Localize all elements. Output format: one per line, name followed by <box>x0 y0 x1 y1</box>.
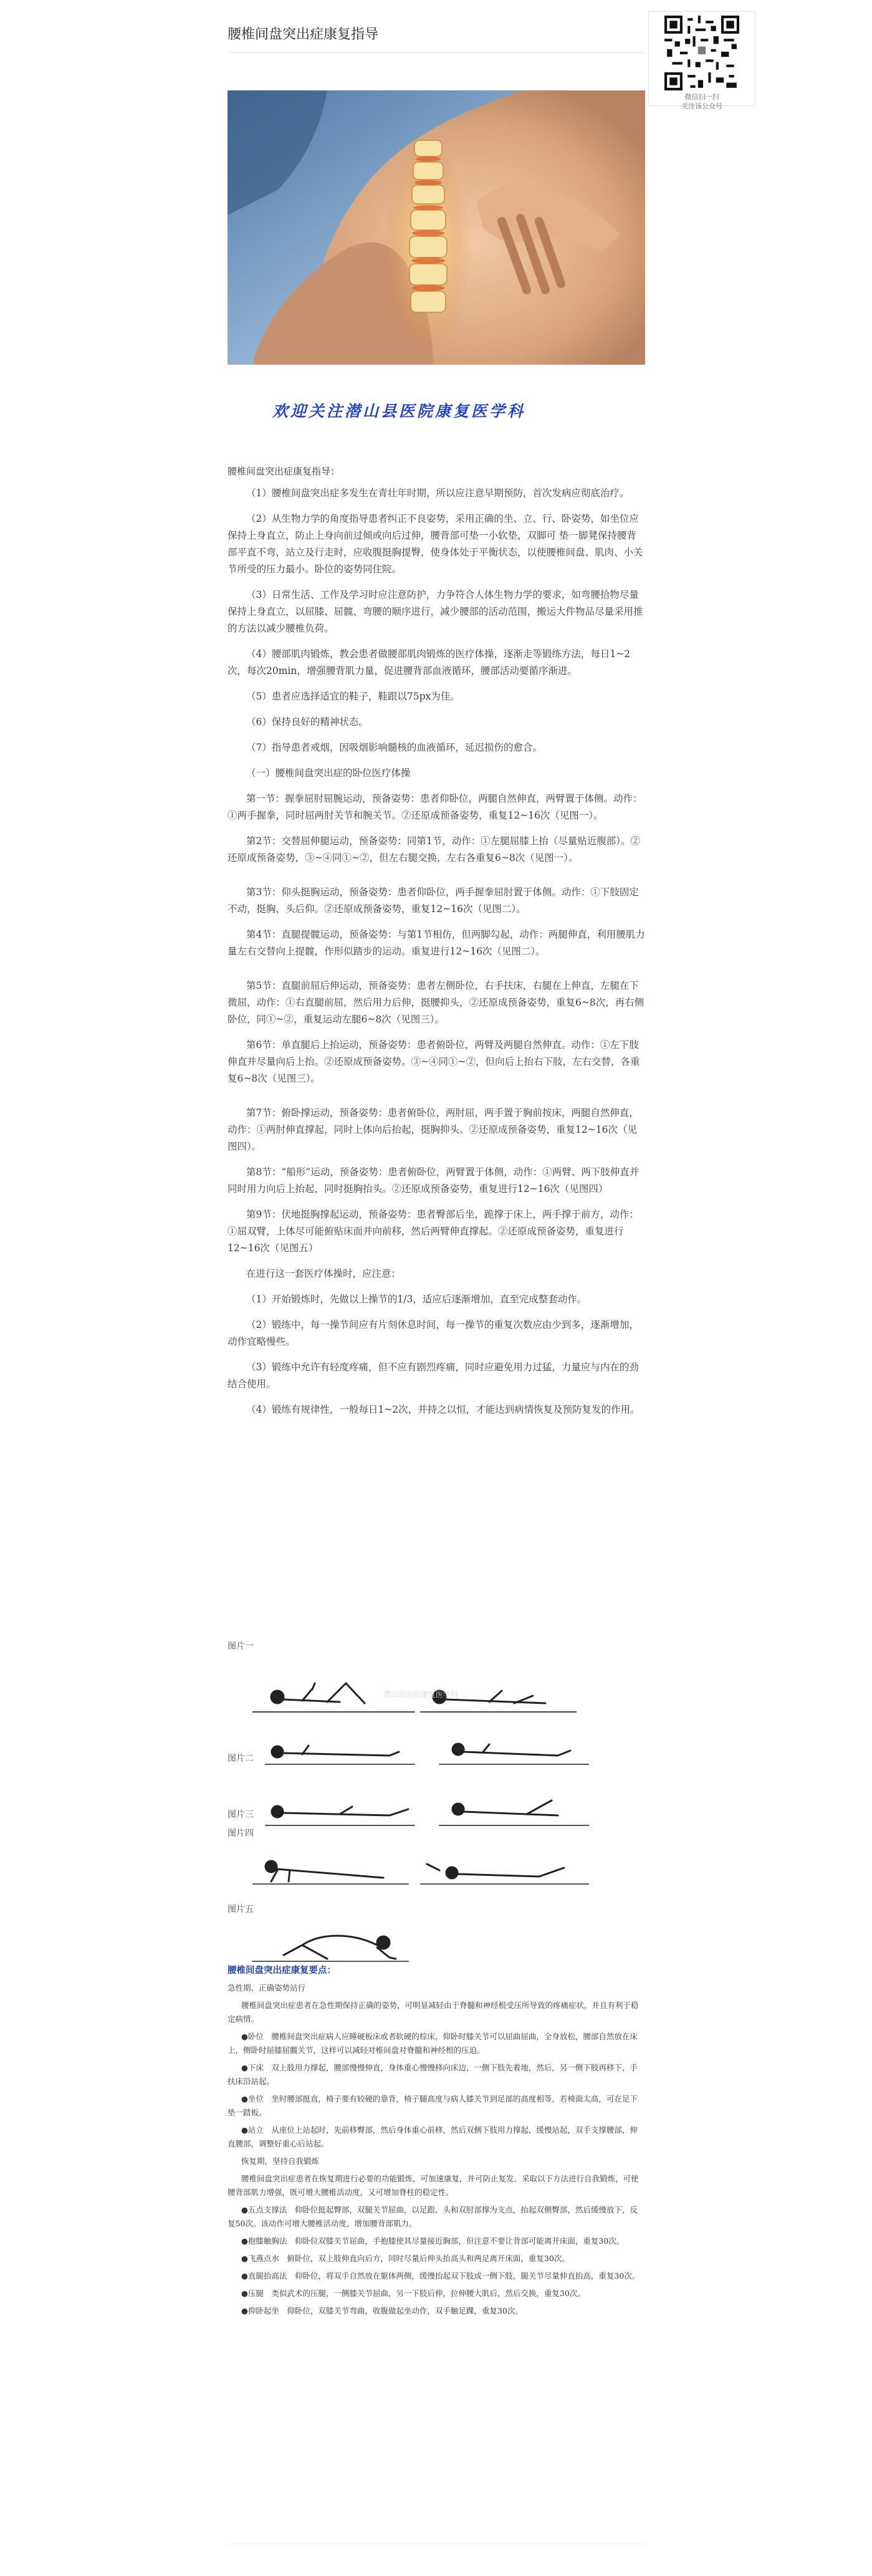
section-heading: 腰椎间盘突出症康复指导： <box>228 466 340 477</box>
figure-four-image <box>252 1845 589 1895</box>
paragraph: 第5节：直腿前屈后伸运动，预备姿势：患者左侧卧位，右手扶床，右腿在上伸直，左腿在下微屈，动作：①右直腿前屈，然后用力后伸，挺腰抑头，②还原成预备姿势，重复6~8次，再右侧卧位，同①~②，重复运动左腿6~8次（见图三）。 <box>228 980 644 1025</box>
paragraph: 第8节：“船形”运动，预备姿势：患者俯卧位，两臂置于体侧，动作：①两臂、两下肢伸直并同时用力向后上抬起，同时挺胸抬头。②还原成预备姿势，重复进行12~16次（见图四） <box>228 1166 640 1194</box>
key-point-line: ●抑卧起坐 仰卧位，双膝关节弯曲，收腹做起坐动作，双手触足踝，重复30次。 <box>241 2306 523 2315</box>
paragraph: （4）锻练有规律性，一般每日1~2次，并持之以恒，才能达到病情恢复及预防复发的作用。 <box>246 1404 640 1415</box>
page-title: 腰椎间盘突出症康复指导 <box>228 27 379 42</box>
paragraph: （2）锻练中，每一操节间应有片刻休息时间，每一操节的重复次数应由少到多，逐渐增加，动作宜略慢些。 <box>228 1319 639 1347</box>
figure-one-image <box>252 1658 577 1721</box>
figure-label: 图片五 <box>228 1905 254 1915</box>
paragraph: （一）腰椎间盘突出症的卧位医疗体操 <box>246 767 411 779</box>
paragraph: （4）腰部肌肉锻炼，教会患者做腰部肌肉锻炼的医疗体操，逐渐走等锻练方法，每日1~2次，每次20min，增强腰背肌力量，促进腰背部血液循环，腰部活动要循序渐进。 <box>228 648 631 676</box>
figure-five-image <box>228 1920 414 1970</box>
figure-label: 图片三 <box>228 1810 254 1820</box>
key-point-line: 恢复期，坚持自我锻炼 <box>241 2156 320 2166</box>
key-point-line: 腰椎间盘突出症患者在急性期保持正确的姿势，可明显减轻由于脊髓和神经根受压所导致的疼痛症状，并且有利于稳定病情。 <box>228 2001 639 2024</box>
welcome-banner: 欢迎关注潜山县医院康复医学科 <box>272 402 526 420</box>
figure-three-image <box>265 1784 589 1840</box>
key-point-line: ●五点支撑法 仰卧位挺起臀部，双腿关节屈曲，以足跟、头和双肘部撑为支点，抬起双侧臀部，然后缓慢放下，反复50次。该动作可增大腰椎活动度，增加腰背部肌力。 <box>228 2205 638 2228</box>
paragraph: （5）患者应选择适宜的鞋子，鞋跟以75px为佳。 <box>246 691 460 702</box>
key-point-line: ●压腿 类似武术的压腿，一侧膝关节屈曲，另一下肢后伸，拉伸腰大肌后，然后交换，重复30次。 <box>241 2289 585 2298</box>
qr-caption-line1: 微信扫一扫 <box>684 93 719 101</box>
paragraph: （1）开始锻炼时，先做以上操节的1/3，适应后逐渐增加，直至完成整套动作。 <box>246 1294 587 1305</box>
paragraph: （3）锻练中允许有轻度疼痛，但不应有剧烈疼痛，同时应避免用力过猛，力量应与内在的劲结合使用。 <box>228 1362 639 1390</box>
figure-label: 图片二 <box>228 1754 254 1764</box>
key-points-heading: 腰椎间盘突出症康复要点： <box>228 1965 336 1976</box>
paragraph: （1）腰椎间盘突出症多发生在青壮年时期，所以应注意早期预防，首次发病应彻底治疗。 <box>246 488 630 499</box>
paragraph: （7）指导患者戒烟，因吸烟影响髓核的血液循环，延迟损伤的愈合。 <box>246 742 542 753</box>
article-body <box>228 485 645 1427</box>
key-point-line: ●下床 双上肢用力撑起，腰部慢慢伸直，身体重心慢慢移向床边，一侧下肢先着地，然后，另一侧下肢再移下，手扶床沿站起。 <box>228 2063 638 2086</box>
paragraph: 第一节：握拳屈肘屈腕运动，预备姿势：患者仰卧位，两腿自然伸直，两臂置于体侧。动作：①两手握拳，同时屈两肘关节和腕关节。②还原成预备姿势，重复12~16次（见图一）。 <box>228 793 643 821</box>
figure-label: 图片一 <box>228 1641 254 1651</box>
key-point-line: ●站立 从座位上站起时，先前移臀部，然后身体重心前移，然后双侧下肢用力撑起，缓慢站起，双手支撑腰部，伸直腰部，调整好重心后站起。 <box>228 2125 638 2148</box>
spine-hero-image <box>228 90 645 365</box>
paragraph: 第9节：伏地挺胸撑起运动，预备姿势：患者臀部后坐，跪撑于床上，两手撑于前方，动作：①屈双臂，上体尽可能俯贴床面并向前移，然后两臂伸直撑起。②还原成预备姿势，重复进行12~16次（见图五） <box>228 1209 639 1254</box>
qr-code-icon <box>664 16 739 90</box>
paragraph: 第3节：仰头挺胸运动，预备姿势：患者仰卧位，两手握拳屈肘置于体侧。动作：①下肢固定不动，挺胸，头后仰。②还原成预备姿势，重复12~16次（见图二）。 <box>228 887 639 915</box>
figure-label: 图片四 <box>228 1829 254 1838</box>
figure-two-image <box>265 1727 589 1783</box>
key-point-line: ●飞燕点水 俯卧位，双上肢伸直向后方，同时尽量后伸头抬高头和两足离开床面，重复30次。 <box>241 2254 570 2263</box>
rehab-key-points <box>228 1964 645 2322</box>
paragraph: 第4节：直腿提髋运动，预备姿势：与第1节相仿，但两脚勾起，动作：两腿伸直，利用腰肌力量左右交替向上提髋，作形似踏步的运动。重复进行12~16次（见图二）。 <box>228 929 645 957</box>
qr-caption-line2: 关注该公众号 <box>681 102 722 110</box>
key-point-line: ●卧位 腰椎间盘突出症病人应睡硬板床或者软硬的棕床，仰卧时膝关节可以屈曲屈曲，全身放松，腰部自然放在床上，侧卧时屈膝屈髋关节，这样可以减轻对椎间盘对脊髓和神经根的压迫。 <box>228 2032 638 2055</box>
key-point-line: 急性期、正确姿势站行 <box>228 1983 306 1992</box>
figure-watermark: 潜山县医院康复医学科 <box>383 1690 459 1699</box>
key-point-line: ●坐位 坐时腰部挺直，椅子要有较硬的靠背，椅子腿高度与病人膝关节到足部的高度相等，若椅面太高，可在足下垫一踏板。 <box>228 2094 638 2117</box>
paragraph: （3）日常生活、工作及学习时应注意防护，力争符合人体生物力学的要求，如弯腰拾物尽量保持上身直立，以屈膝、屈髋、弯腰的顺序进行，减少腰部的活动范围，搬运大件物品尽量采用推的方法以减少腰椎负荷。 <box>228 589 643 634</box>
paragraph: 第2节：交替屈伸腿运动，预备姿势：同第1节，动作：①左腿屈膝上抬（尽量贴近腹部）。②还原成预备姿势，③~④同①~②，但左右腿交换，左右各重复6~8次（见图一）。 <box>228 835 640 863</box>
paragraph: 第6节：单直腿后上抬运动，预备姿势：患者俯卧位，两臂及两腿自然伸直。动作：①左下肢伸直并尽量向后上抬。②还原成预备姿势。③~④同①~②，但向后上抬右下肢，左右交替，各重复6~8次（见图三）。 <box>228 1039 640 1084</box>
key-point-line: ●直腿抬高法 仰卧位，将双手自然放在躯体两侧，缓慢抬起双下肢成一侧下肢，腿关节尽量伸直抬高，重复30次。 <box>241 2271 640 2280</box>
key-point-line: ●抱膝触胸法 仰卧位双膝关节屈曲，手抱膝使其尽量接近胸部，但注意不要让背部可能离开床面，重复30次。 <box>241 2236 625 2246</box>
paragraph: 在进行这一套医疗体操时，应注意： <box>246 1268 401 1279</box>
paragraph: 第7节：俯卧撑运动，预备姿势：患者俯卧位，两肘屈，两手置于胸前按床，两腿自然伸直，动作：①两肘伸直撑起，同时上体向后抬起，挺胸抑头。②还原成预备姿势，重复12~16次（见图四）。 <box>228 1107 639 1152</box>
paragraph: （2）从生物力学的角度指导患者纠正不良姿势，采用正确的坐、立、行、卧姿势，如坐位应保持上身直立，防止上身向前过倾或向后过伸，腰背部可垫一小软垫，双脚可 垫一脚凳保持腰背部平直不弯，站立及行走时，应收腹挺胸提臀，使身体处于平衡状态，以使腰椎间盘、肌肉、小关节所受的压力最小。卧位的姿势同住院。 <box>228 513 643 575</box>
paragraph: （6）保持良好的精神状态。 <box>246 716 368 728</box>
title-divider <box>228 52 645 53</box>
key-point-line: 腰椎间盘突出症患者在恢复期进行必要的功能锻炼，可加速康复，并可防止复发。采取以下方法进行自我锻炼，可使腰背部肌力增强，既可增大腰椎活动度，又可增加脊柱的稳定性。 <box>228 2174 639 2197</box>
qr-code-card[interactable] <box>648 11 755 110</box>
